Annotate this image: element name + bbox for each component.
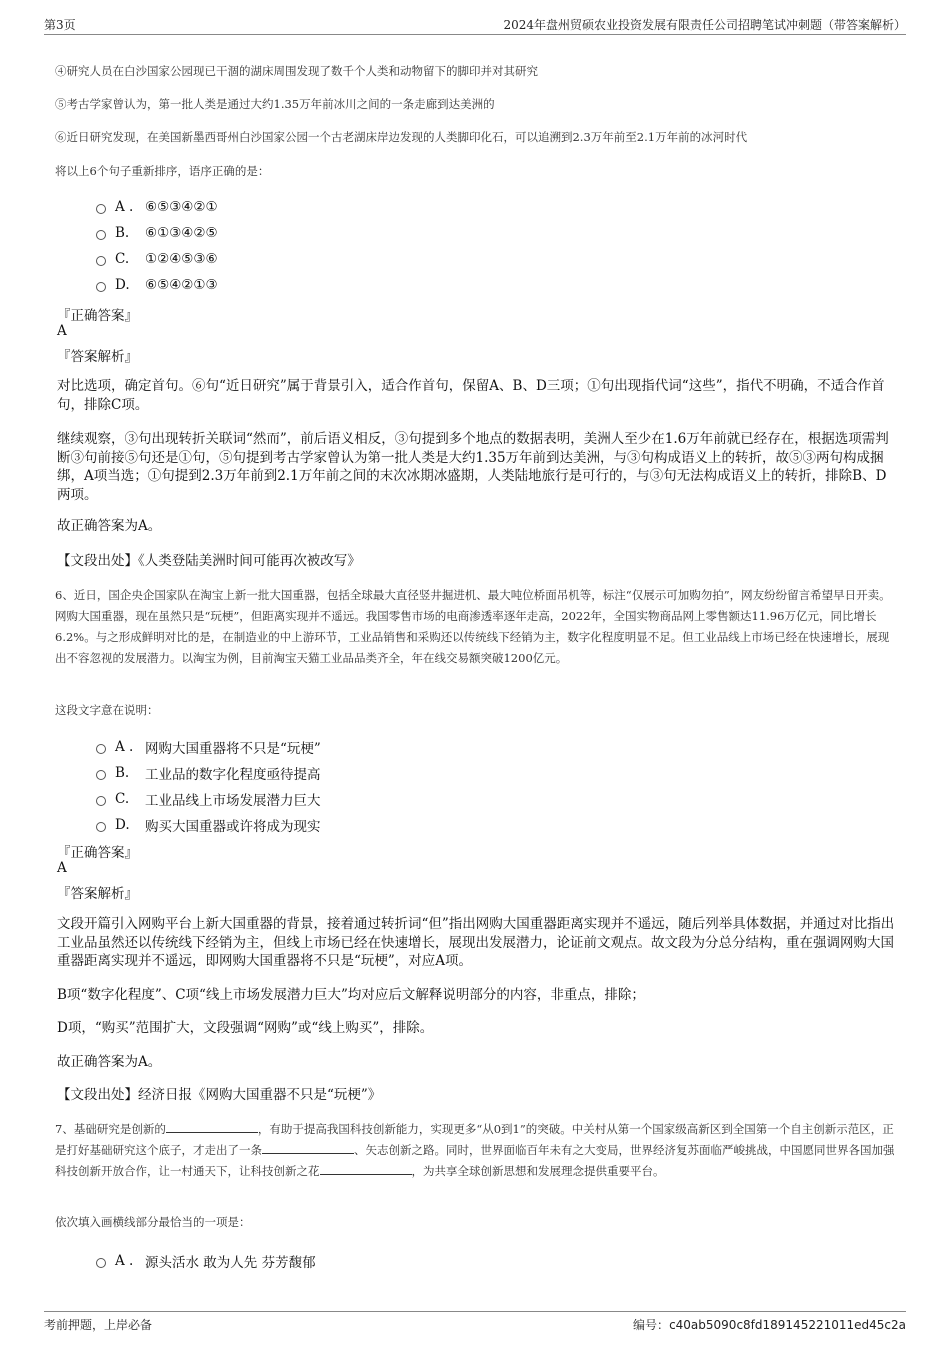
q5-sentence-5: ⑤考古学家曾认为，第一批人类是通过大约1.35万年前冰川之间的一条走廊到达美洲的 [55, 97, 495, 111]
q6-analysis-p1: 文段开篇引入网购平台上新大国重器的背景，接着通过转折词“但”指出网购大国重器距离实现并不遥远，随后列举具体数据，并通过对比指出工业品虽然还以传统线下经销为主，但线上市场已经在快速增长，展现出发展潜力，论证前文观点。故文段为分总分结构，重在强调网购大国重器距离实现并不遥远，即网购大国重器将不只是“玩梗”，对应A项。 [57, 916, 895, 969]
q7-prompt: 依次填入画横线部分最恰当的一项是： [55, 1215, 251, 1229]
radio-icon[interactable] [96, 282, 106, 292]
radio-icon[interactable] [96, 796, 106, 806]
page-number: 第3页 [44, 18, 76, 32]
q6-analysis-p3: D项，“购买”范围扩大，文段强调“网购”或“线上购买”，排除。 [57, 1020, 434, 1036]
q5-answer-label: 『正确答案』 [57, 308, 138, 324]
q5-option-b[interactable]: B. ⑥①③④②⑤ [96, 225, 218, 241]
q5-analysis-label: 『答案解析』 [57, 349, 138, 365]
q5-option-c[interactable]: C. ①②④⑤③⑥ [96, 251, 218, 267]
q6-option-c[interactable]: C. 工业品线上市场发展潜力巨大 [96, 789, 321, 809]
fill-blank-3[interactable] [320, 1163, 412, 1175]
q6-stem: 6、近日，国企央企国家队在淘宝上新一批大国重器，包括全球最大直径竖井掘进机、最大吨位桥面吊机等，标注“仅展示可加购勿拍”，网友纷纷留言希望早日开卖。网购大国重器，现在虽然只是“玩梗”，但距离实现并不遥远。我国零售市场的电商渗透率逐年走高，2022年，全国实物商品网上零售额达11.96万亿元，同比增长6.2%。与之形成鲜明对比的是，在制造业的中上游环节，工业品销售和采购还以传统线下经销为主，数字化程度明显不足。但工业品线上市场已经在快速增长，展现出不容忽视的发展潜力。以淘宝为例，目前淘宝天猫工业品品类齐全，年在线交易额突破1200亿元。 [55, 588, 891, 665]
q5-source: 【文段出处】《人类登陆美洲时间可能再次被改写》 [57, 553, 361, 569]
q5-prompt: 将以上6个句子重新排序，语序正确的是： [55, 164, 270, 178]
q6-option-d[interactable]: D. 购买大国重器或许将成为现实 [96, 815, 321, 835]
radio-icon[interactable] [96, 770, 106, 780]
document-code: 编号：c40ab5090c8fd189145221011ed45c2a [633, 1318, 906, 1332]
radio-icon[interactable] [96, 230, 106, 240]
radio-icon[interactable] [96, 204, 106, 214]
radio-icon[interactable] [96, 744, 106, 754]
q6-analysis-label: 『答案解析』 [57, 886, 138, 902]
q6-analysis-p2: B项“数字化程度”、C项“线上市场发展潜力巨大”均对应后文解释说明部分的内容，非重点，排除； [57, 987, 645, 1003]
q5-option-d[interactable]: D. ⑥⑤④②①③ [96, 277, 218, 293]
q6-answer-label: 『正确答案』 [57, 845, 138, 861]
document-title: 2024年盘州贸硕农业投资发展有限责任公司招聘笔试冲刺题（带答案解析） [503, 18, 906, 32]
q6-analysis-p4: 故正确答案为A。 [57, 1054, 162, 1070]
q6-answer: A [57, 860, 67, 876]
q5-sentence-6: ⑥近日研究发现，在美国新墨西哥州白沙国家公园一个古老湖床岸边发现的人类脚印化石，可以追溯到2.3万年前至2.1万年前的冰河时代 [55, 130, 748, 144]
q6-prompt: 这段文字意在说明： [55, 703, 159, 717]
page-header [44, 14, 906, 35]
q5-answer: A [57, 323, 67, 339]
q5-sentence-4: ④研究人员在白沙国家公园现已干涸的湖床周围发现了数千个人类和动物留下的脚印并对其研究 [55, 64, 538, 78]
footer-slogan: 考前押题，上岸必备 [44, 1318, 153, 1332]
fill-blank-2[interactable] [262, 1142, 354, 1154]
q5-analysis-p3: 故正确答案为A。 [57, 518, 162, 534]
q5-analysis-p2: 继续观察，③句出现转折关联词“然而”，前后语义相反，③句提到多个地点的数据表明，美洲人至少在1.6万年前就已经存在，根据选项需判断③句前接⑤句还是①句，⑤句提到考古学家曾认为第一批人类是大约1.35万年前到达美洲，与③句构成语义上的转折，故⑤③两句构成捆绑，A项当选；①句提到2.3万年前到2.1万年前之间的末次冰期冰盛期，人类陆地旅行是可行的，与③句无法构成语义上的转折，排除B、D两项。 [57, 431, 889, 503]
q6-source: 【文段出处】经济日报《网购大国重器不只是“玩梗”》 [57, 1087, 382, 1103]
page-footer [44, 1311, 906, 1336]
radio-icon[interactable] [96, 1258, 106, 1268]
q6-option-a[interactable]: A . 网购大国重器将不只是“玩梗” [96, 737, 321, 757]
q7-stem: 7、基础研究是创新的 ，有助于提高我国科技创新能力，实现更多“从0到1”的突破。中关村从第一个国家级高新区到全国第一个自主创新示范区，正是打好基础研究这个底子，才走出了一条 、矢志创新之路。同时，世界面临百年未有之大变局，世界经济复苏面临严峻挑战，中国愿同世界各国加强科技创新开放合作，让一村通天下，让科技创新之花 ，为共享全球创新思想和发展理念提供重要平台。 [55, 1122, 895, 1178]
q5-option-a[interactable]: A . ⑥⑤③④②① [96, 199, 218, 215]
radio-icon[interactable] [96, 256, 106, 266]
fill-blank-1[interactable] [166, 1121, 258, 1133]
q5-analysis-p1: 对比选项，确定首句。⑥句“近日研究”属于背景引入，适合作首句，保留A、B、D三项；①句出现指代词“这些”，指代不明确，不适合作首句，排除C项。 [57, 378, 885, 413]
radio-icon[interactable] [96, 822, 106, 832]
q7-option-a[interactable]: A . 源头活水 敢为人先 芬芳馥郁 [96, 1251, 316, 1271]
q6-option-b[interactable]: B. 工业品的数字化程度亟待提高 [96, 763, 321, 783]
